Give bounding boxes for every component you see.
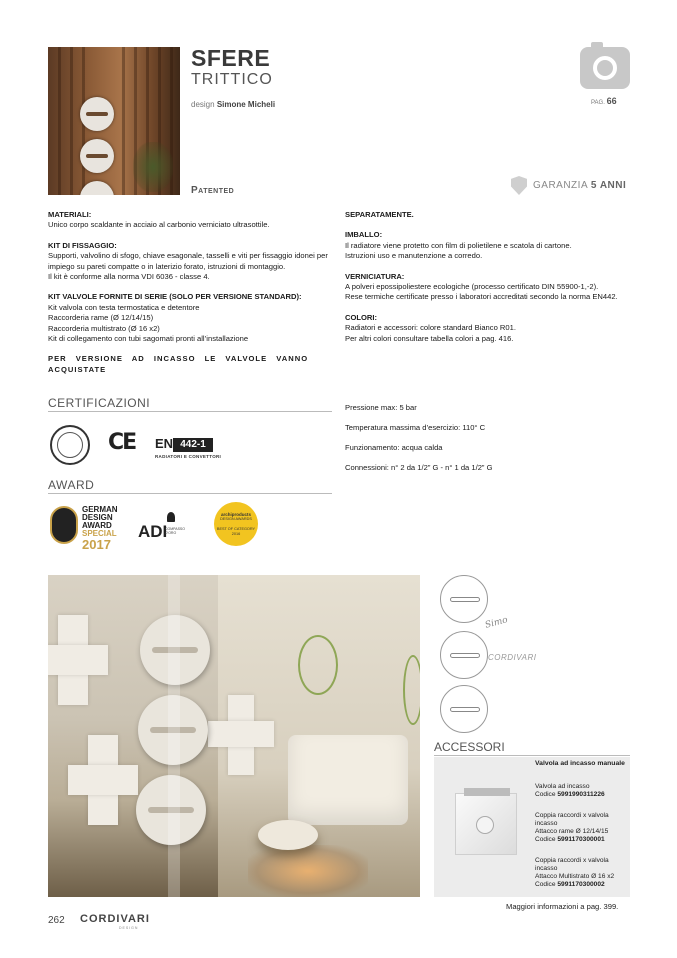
accessory-item: Coppia raccordi x valvola incasso Attacco Multistrato Ø 16 x2 Codice 5991170300002 [535, 857, 615, 888]
adi-logo: ADI [138, 522, 168, 541]
ce-mark: CE [108, 430, 136, 455]
page-number: 262 [48, 915, 65, 926]
fissaggio-norm: Il kit è conforme alla norma VDI 6036 - classe 4. [48, 272, 210, 282]
en-label: EN [155, 436, 174, 451]
designer-name: Simone Micheli [216, 100, 276, 109]
spec-pressione: Pressione max: 5 bar [345, 403, 417, 412]
award-heading: AWARD [48, 478, 332, 494]
product-title: SFERE [191, 45, 271, 71]
german-design-award-icon [50, 506, 78, 544]
certification-seal-icon [50, 425, 90, 465]
colori-text: Radiatori e accessori: colore standard Bianco R01. [345, 323, 516, 333]
brand-subtitle: DESIGN [119, 926, 139, 930]
camera-icon[interactable] [580, 47, 630, 89]
accessory-title: Valvola ad incasso manuale [535, 760, 625, 767]
designer-signature: Simo [484, 615, 509, 631]
german-design-award-logo: GERMAN DESIGN AWARD SPECIAL 2017 [82, 505, 118, 552]
imballo-text: Istruzioni uso e manutenzione a corredo. [345, 251, 483, 261]
adi-icon [167, 512, 175, 522]
valvole-item: Kit di collegamento con tubi sagomati pronti all’installazione [48, 334, 249, 344]
brand-logo: CORDIVARI [80, 913, 150, 925]
designer-credit: design Simone Micheli [191, 100, 276, 109]
page-reference: PAG. 66 [591, 96, 617, 106]
valve-product-image [455, 793, 517, 855]
colori-text: Per altri colori consultare tabella colori a pag. 416. [345, 333, 514, 343]
accessory-item: Coppia raccordi x valvola incasso Attacco rame Ø 12/14/15 Codice 5991170300001 [535, 812, 609, 843]
interior-scene-photo [48, 575, 420, 897]
colori-heading: COLORI: [345, 312, 378, 322]
adi-subtitle: COMPASSO D'ORO [165, 527, 185, 535]
materiali-heading: MATERIALI: [48, 210, 92, 219]
en-norm-number: 442-1 [173, 438, 213, 452]
technical-specs [345, 403, 492, 483]
warranty-badge: GARANZIA 5 ANNI [511, 176, 626, 195]
imballo-text: Il radiatore viene protetto con film di polietilene e scatola di cartone. [345, 240, 572, 250]
spec-funzionamento: Funzionamento: acqua calda [345, 443, 443, 452]
archiproducts-award-badge: archiproducts DESIGN AWARDS BEST OF CATEGORY 2016 [214, 502, 258, 546]
accessory-item: Valvola ad incasso Codice 5991990311226 [535, 783, 605, 798]
specifications-left [48, 210, 332, 375]
imballo-heading: IMBALLO: [345, 230, 383, 240]
accessori-heading: ACCESSORI [434, 740, 630, 756]
spec-temperatura: Temperatura massima d’esercizio: 110° C [345, 423, 486, 432]
product-subtitle: TRITTICO [191, 71, 273, 88]
fissaggio-text: Supporti, valvolino di sfogo, chiave esagonale, tasselli e viti per fissaggio idonei per impiego su pareti compatte o in laterizio forato, istruzioni di montaggio. [48, 251, 328, 271]
certificazioni-heading: CERTIFICAZIONI [48, 396, 332, 412]
verniciatura-text: Rese termiche certificate presso i laboratori accreditati secondo la norma EN442. [345, 292, 618, 302]
patented-label: Patented [191, 185, 235, 196]
more-info-link: Maggiori informazioni a pag. 399. [506, 902, 619, 911]
valvole-heading: KIT VALVOLE FORNITE DI SERIE (SOLO PER VERSIONE STANDARD): [48, 292, 302, 302]
sketch-brand-handwriting: CORDIVARI [488, 653, 537, 662]
shield-check-icon [511, 176, 527, 195]
separatamente-text: SEPARATAMENTE. [345, 210, 414, 219]
specifications-right [345, 210, 630, 354]
valvole-item: Raccorderia rame (Ø 12/14/15) [48, 313, 154, 323]
verniciatura-heading: VERNICIATURA: [345, 271, 405, 281]
materiali-text: Unico corpo scaldante in acciaio al carbonio verniciato ultrasottile. [48, 220, 270, 230]
en-subtitle: RADIATORI E CONVETTORI [155, 454, 222, 459]
hero-product-photo [48, 47, 180, 195]
fissaggio-heading: KIT DI FISSAGGIO: [48, 240, 117, 250]
valvole-item: Kit valvola con testa termostatica e detentore [48, 302, 200, 312]
spec-connessioni: Connessioni: n° 2 da 1/2” G - n° 1 da 1/2” G [345, 463, 493, 472]
valvole-item: Raccorderia multistrato (Ø 16 x2) [48, 323, 160, 333]
verniciatura-text: A polveri epossipoliestere ecologiche (processo certificato DIN 55900-1,-2). [345, 282, 599, 292]
incasso-note: PER VERSIONE AD INCASSO LE VALVOLE VANNO ACQUISTATE [48, 354, 309, 374]
